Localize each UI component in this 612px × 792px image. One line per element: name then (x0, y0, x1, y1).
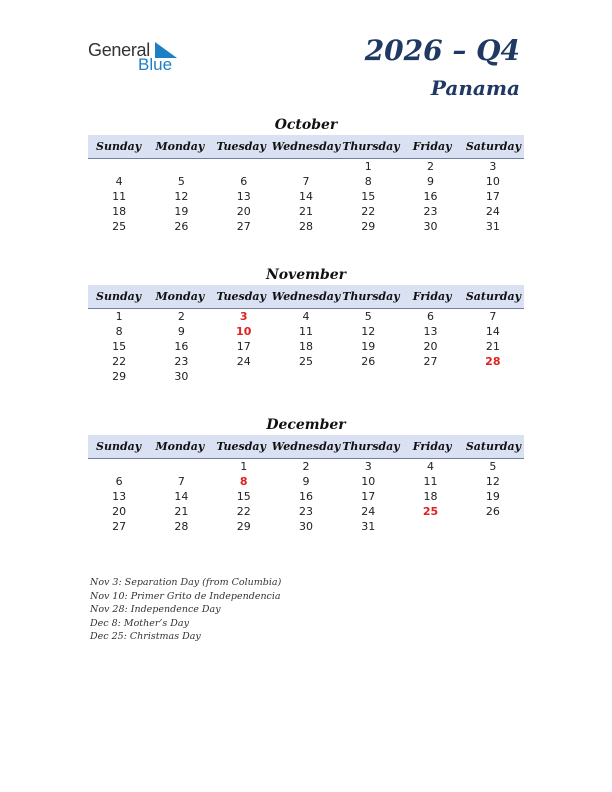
date-cell: 15 (361, 190, 376, 203)
holiday-note: Dec 25: Christmas Day (90, 631, 201, 642)
date-cell: 17 (485, 190, 500, 203)
weekday-header-row (88, 135, 524, 159)
holiday-note: Dec 8: Mother’s Day (90, 617, 189, 629)
date-cell: 14 (174, 490, 189, 503)
weekday-monday: Monday (155, 140, 205, 153)
date-cell: 29 (112, 370, 127, 383)
date-cell: 3 (489, 160, 497, 173)
date-cell: 11 (423, 475, 438, 488)
weekday-sunday: Sunday (96, 290, 142, 303)
date-cell: 11 (298, 325, 313, 338)
date-cell: 27 (112, 520, 127, 533)
date-cell: 14 (298, 190, 313, 203)
date-cell: 9 (302, 475, 310, 488)
date-cell: 2 (177, 310, 185, 323)
brand-logo (88, 40, 188, 76)
date-cell: 4 (302, 310, 310, 323)
week-row (88, 309, 524, 324)
date-cell: 4 (427, 460, 435, 473)
week-row (88, 189, 524, 204)
date-cell: 12 (174, 190, 189, 203)
brand-name-blue: Blue (138, 55, 173, 74)
weekday-friday: Friday (412, 140, 452, 153)
date-cell: 25 (298, 355, 313, 368)
holiday-date-cell: 28 (485, 355, 501, 368)
date-cell: 13 (236, 190, 251, 203)
date-cell: 1 (364, 160, 372, 173)
date-cell: 3 (364, 460, 372, 473)
date-cell: 26 (361, 355, 376, 368)
weekday-thursday: Thursday (342, 440, 400, 453)
date-cell: 13 (112, 490, 127, 503)
date-cell: 11 (112, 190, 127, 203)
holiday-date-cell: 10 (236, 325, 252, 338)
date-cell: 24 (485, 205, 500, 218)
weekday-tuesday: Tuesday (216, 440, 266, 453)
week-row (88, 369, 524, 384)
month-name: November (265, 267, 347, 283)
date-cell: 1 (115, 310, 123, 323)
date-cell: 9 (177, 325, 185, 338)
weekday-saturday: Saturday (465, 140, 521, 153)
holiday-date-cell: 3 (239, 310, 248, 323)
date-cell (150, 459, 212, 474)
weekday-friday: Friday (412, 440, 452, 453)
date-cell: 24 (236, 355, 251, 368)
date-cell: 29 (236, 520, 251, 533)
page-subtitle: Panama (430, 76, 520, 100)
date-cell (462, 369, 524, 384)
week-row (88, 324, 524, 339)
date-cell: 18 (423, 490, 438, 503)
month-name: October (274, 117, 338, 133)
weekday-saturday: Saturday (465, 290, 521, 303)
weekday-friday: Friday (412, 290, 452, 303)
date-cell: 19 (361, 340, 376, 353)
date-cell: 7 (489, 310, 497, 323)
date-cell: 21 (485, 340, 500, 353)
weekday-sunday: Sunday (96, 440, 142, 453)
date-cell: 30 (298, 520, 313, 533)
week-row (88, 204, 524, 219)
holiday-date-cell: 25 (422, 505, 439, 518)
date-cell (213, 369, 275, 384)
date-cell (275, 159, 337, 174)
weekday-monday: Monday (155, 290, 205, 303)
date-cell: 28 (298, 220, 313, 233)
brand-name-general: General (88, 40, 150, 60)
date-cell (399, 369, 461, 384)
weekday-thursday: Thursday (342, 140, 400, 153)
week-row (88, 354, 524, 369)
date-cell: 18 (112, 205, 127, 218)
date-cell: 20 (236, 205, 251, 218)
holiday-notes (90, 576, 281, 644)
date-cell: 6 (427, 310, 435, 323)
date-cell: 5 (489, 460, 497, 473)
date-cell: 31 (485, 220, 500, 233)
date-cell: 31 (361, 520, 376, 533)
weekday-wednesday: Wednesday (271, 140, 341, 153)
holiday-note: Nov 28: Independence Day (90, 604, 221, 615)
date-cell: 18 (298, 340, 313, 353)
week-row (88, 339, 524, 354)
date-cell: 21 (298, 205, 313, 218)
date-cell: 16 (174, 340, 189, 353)
date-cell: 17 (361, 490, 376, 503)
date-cell (275, 369, 337, 384)
date-cell: 20 (112, 505, 127, 518)
holiday-date-cell: 8 (239, 475, 248, 488)
date-cell: 7 (177, 475, 185, 488)
date-cell: 9 (427, 175, 435, 188)
month-december (88, 415, 524, 534)
date-cell: 10 (485, 175, 500, 188)
weekday-tuesday: Tuesday (216, 290, 266, 303)
holiday-note: Nov 10: Primer Grito de Independencia (90, 590, 281, 602)
date-cell: 23 (423, 205, 438, 218)
month-november (88, 265, 524, 384)
date-cell: 8 (364, 175, 372, 188)
date-cell: 19 (174, 205, 189, 218)
date-cell: 6 (115, 475, 123, 488)
week-row (88, 159, 524, 174)
page-title: 2026 – Q4 (364, 34, 520, 67)
date-cell: 7 (302, 175, 310, 188)
date-cell: 12 (361, 325, 376, 338)
date-cell (337, 369, 399, 384)
date-cell: 23 (174, 355, 189, 368)
week-row (88, 489, 524, 504)
month-name: December (266, 417, 346, 433)
date-cell (150, 159, 212, 174)
date-cell: 28 (174, 520, 189, 533)
weekday-wednesday: Wednesday (271, 440, 341, 453)
week-row (88, 459, 524, 474)
date-cell: 5 (364, 310, 372, 323)
week-row (88, 474, 524, 489)
weekday-thursday: Thursday (342, 290, 400, 303)
date-cell (88, 159, 150, 174)
date-cell: 27 (423, 355, 438, 368)
weekday-wednesday: Wednesday (271, 290, 341, 303)
date-cell: 26 (485, 505, 500, 518)
date-cell: 1 (240, 460, 248, 473)
date-cell: 25 (112, 220, 127, 233)
week-row (88, 504, 524, 519)
date-cell: 30 (174, 370, 189, 383)
date-cell: 4 (115, 175, 123, 188)
date-cell: 2 (427, 160, 435, 173)
date-cell (399, 519, 461, 534)
date-cell: 14 (485, 325, 500, 338)
weekday-tuesday: Tuesday (216, 140, 266, 153)
weekday-sunday: Sunday (96, 140, 142, 153)
date-cell: 16 (423, 190, 438, 203)
date-cell (462, 519, 524, 534)
date-cell: 22 (112, 355, 127, 368)
date-cell: 26 (174, 220, 189, 233)
date-cell: 10 (361, 475, 376, 488)
date-cell: 24 (361, 505, 376, 518)
date-cell: 13 (423, 325, 438, 338)
date-cell: 6 (240, 175, 248, 188)
date-cell: 12 (485, 475, 500, 488)
date-cell: 8 (115, 325, 123, 338)
week-row (88, 519, 524, 534)
date-cell: 22 (361, 205, 376, 218)
weekday-monday: Monday (155, 440, 205, 453)
date-cell: 27 (236, 220, 251, 233)
weekday-saturday: Saturday (465, 440, 521, 453)
date-cell: 17 (236, 340, 251, 353)
date-cell (88, 459, 150, 474)
date-cell: 5 (177, 175, 185, 188)
date-cell: 2 (302, 460, 310, 473)
date-cell: 30 (423, 220, 438, 233)
date-cell: 21 (174, 505, 189, 518)
date-cell: 29 (361, 220, 376, 233)
date-cell: 23 (298, 505, 313, 518)
date-cell: 20 (423, 340, 438, 353)
date-cell: 22 (236, 505, 251, 518)
date-cell: 19 (485, 490, 500, 503)
date-cell: 15 (236, 490, 251, 503)
date-cell (213, 159, 275, 174)
date-cell: 16 (298, 490, 313, 503)
week-row (88, 174, 524, 189)
weekday-header-row (88, 285, 524, 309)
month-october (88, 115, 524, 234)
date-cell: 15 (112, 340, 127, 353)
holiday-note: Nov 3: Separation Day (from Columbia) (90, 577, 282, 588)
weekday-header-row (88, 435, 524, 459)
week-row (88, 219, 524, 234)
